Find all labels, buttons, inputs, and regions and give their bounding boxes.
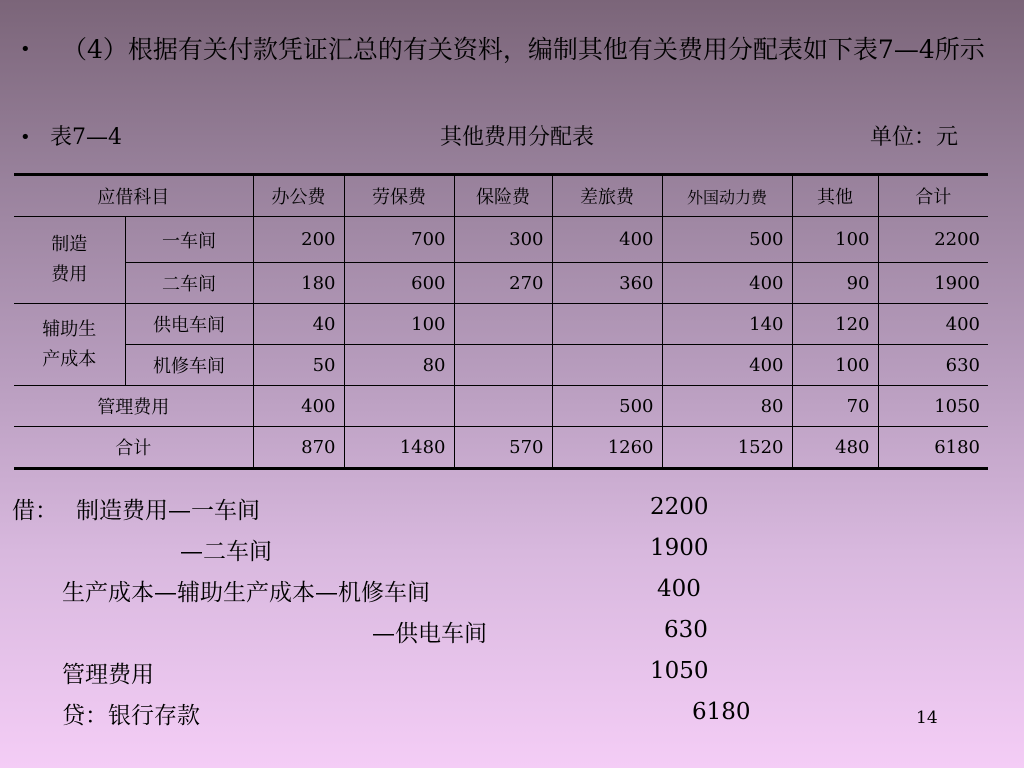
table-cell: [552, 304, 662, 345]
table-cell: [454, 304, 552, 345]
table-cell: 500: [662, 217, 792, 263]
table-cell: 70: [792, 386, 878, 427]
table-cell: 870: [253, 427, 344, 469]
table-header-row: [14, 175, 988, 217]
table-cell: 570: [454, 427, 552, 469]
group-cell-auxiliary: [14, 304, 125, 386]
journal-line-2: —二车间: [180, 539, 272, 565]
row-label: 管理费用: [14, 386, 253, 427]
header-cell: 其他: [792, 175, 878, 217]
row-label: 机修车间: [125, 345, 253, 386]
table-cell: 600: [344, 263, 454, 304]
table-cell: 80: [662, 386, 792, 427]
table-cell: 40: [253, 304, 344, 345]
journal-amount-2: 1900: [650, 535, 709, 561]
journal-amount-4: 630: [664, 617, 708, 643]
table-number: 表7—4: [50, 125, 122, 150]
table-cell: 90: [792, 263, 878, 304]
journal-line-6: 贷：银行存款: [62, 703, 200, 729]
table-cell: 100: [792, 217, 878, 263]
table-cell: 180: [253, 263, 344, 304]
table-cell: 1520: [662, 427, 792, 469]
group-label-line: 费用: [51, 264, 88, 285]
row-label: 一车间: [125, 217, 253, 263]
journal-line-1: 制造费用—一车间: [76, 498, 260, 524]
group-label-line: 产成本: [42, 348, 97, 370]
group-label-line: 制造: [51, 234, 88, 255]
group-label-line: 辅助生: [42, 318, 97, 340]
table-cell: 400: [552, 217, 662, 263]
table-row: [14, 263, 988, 304]
bullet-marker: •: [20, 39, 31, 60]
header-cell: 保险费: [454, 175, 552, 217]
table-cell: 200: [253, 217, 344, 263]
table-cell: 500: [552, 386, 662, 427]
table-cell: 300: [454, 217, 552, 263]
table-total-row: [14, 427, 988, 469]
debit-prefix: 借：: [12, 498, 58, 524]
table-cell: [552, 345, 662, 386]
table-cell: 270: [454, 263, 552, 304]
row-label: 合计: [14, 427, 253, 469]
header-cell: 劳保费: [344, 175, 454, 217]
table-cell: [344, 386, 454, 427]
table-cell: 1050: [878, 386, 988, 427]
group-cell-manufacturing: [14, 217, 125, 304]
table-cell: 630: [878, 345, 988, 386]
table-cell: 80: [344, 345, 454, 386]
table-row: [14, 217, 988, 263]
bullet-text-1: （4）根据有关付款凭证汇总的有关资料，编制其他有关费用分配表如下表7—4所示: [62, 35, 985, 64]
journal-amount-1: 2200: [650, 494, 709, 520]
table-unit: 单位：元: [870, 125, 959, 150]
table-cell: 1260: [552, 427, 662, 469]
row-label: 供电车间: [125, 304, 253, 345]
journal-amount-5: 1050: [650, 658, 709, 684]
table-row: [14, 345, 988, 386]
table-cell: 1480: [344, 427, 454, 469]
table-cell: 100: [344, 304, 454, 345]
table-cell: 100: [792, 345, 878, 386]
table-cell: 50: [253, 345, 344, 386]
table-row: [14, 386, 988, 427]
table-cell: 2200: [878, 217, 988, 263]
table-row: [14, 304, 988, 345]
bullet-marker: •: [20, 127, 31, 148]
expense-allocation-table: [14, 173, 988, 470]
row-label: 二车间: [125, 263, 253, 304]
journal-line-5: 管理费用: [62, 662, 154, 688]
table-cell: 120: [792, 304, 878, 345]
table-cell: [454, 386, 552, 427]
table-cell: 1900: [878, 263, 988, 304]
table-cell: 400: [253, 386, 344, 427]
header-cell: 合计: [878, 175, 988, 217]
header-cell: 外国动力费: [662, 175, 792, 217]
header-cell: 办公费: [253, 175, 344, 217]
table-cell: 700: [344, 217, 454, 263]
header-cell: 差旅费: [552, 175, 662, 217]
table-cell: 360: [552, 263, 662, 304]
table-cell: 480: [792, 427, 878, 469]
table-title: 其他费用分配表: [440, 125, 595, 150]
table-cell: 6180: [878, 427, 988, 469]
table-cell: 400: [662, 345, 792, 386]
page-number: 14: [916, 708, 938, 728]
table-cell: 400: [878, 304, 988, 345]
table-cell: 140: [662, 304, 792, 345]
journal-line-4: —供电车间: [372, 621, 487, 647]
header-cell: 应借科目: [14, 175, 253, 217]
table-cell: [454, 345, 552, 386]
journal-line-3: 生产成本—辅助生产成本—机修车间: [62, 580, 430, 606]
journal-amount-3: 400: [657, 576, 701, 602]
journal-amount-6: 6180: [692, 699, 751, 725]
table-cell: 400: [662, 263, 792, 304]
